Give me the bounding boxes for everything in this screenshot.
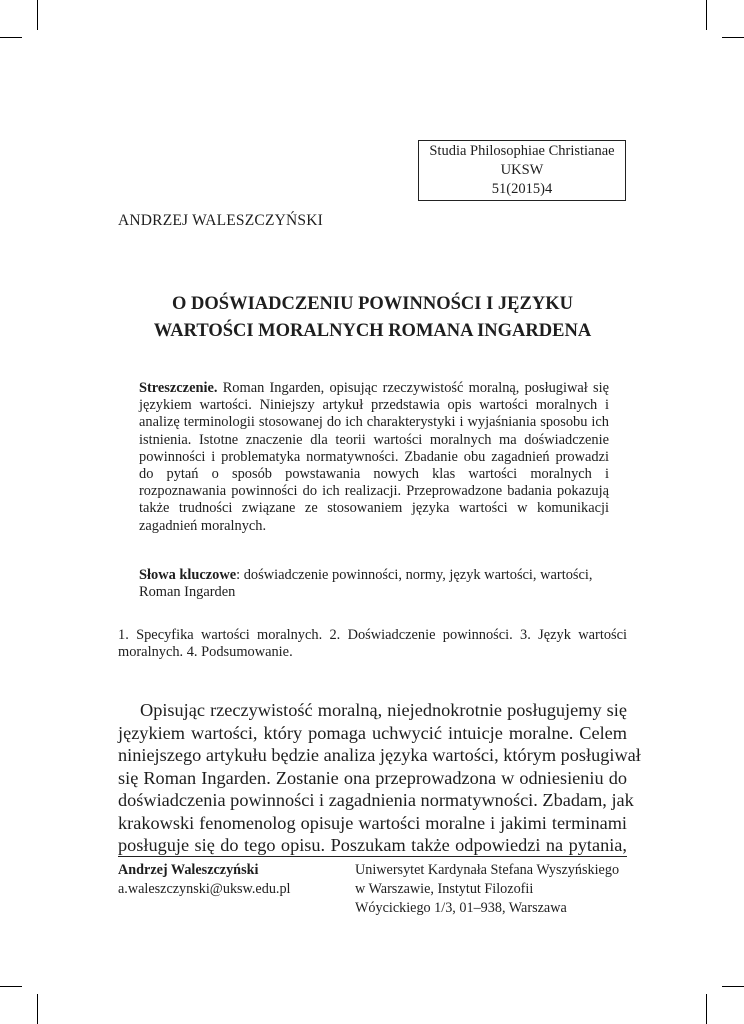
keywords xyxy=(139,567,614,601)
body-line: posługuje się do tego opisu. Poszukam także odpowiedzi na pytania, xyxy=(118,835,627,855)
author-affiliation xyxy=(355,861,619,918)
crop-mark-top-right-vertical xyxy=(706,0,707,30)
author-contact xyxy=(118,861,291,899)
crop-mark-top-right-horizontal xyxy=(722,37,744,38)
journal-publisher: UKSW xyxy=(500,162,544,178)
body-line: krakowski fenomenolog opisuje wartości moralne i jakimi terminami xyxy=(118,812,627,833)
body-line: się Roman Ingarden. Zostanie ona przeprowadzona w odniesieniu do xyxy=(118,767,627,788)
body-line: Opisując rzeczywistość moralną, niejednokrotnie posługujemy się xyxy=(140,700,627,720)
title-line-2: WARTOŚCI MORALNYCH ROMANA INGARDENA xyxy=(153,321,592,341)
table-of-contents: 1. Specyfika wartości moralnych. 2. Doświadczenie powinności. 3. Język wartości moralnych. 4. Podsumowanie. xyxy=(118,627,627,661)
article-title xyxy=(118,291,627,345)
journal-info-box xyxy=(418,140,626,201)
keywords-text: : doświadczenie powinności, normy, język wartości, wartości, Roman Ingarden xyxy=(139,567,593,601)
affiliation-line-1: Uniwersytet Kardynała Stefana Wyszyńskiego xyxy=(355,862,620,878)
body-text xyxy=(118,699,641,857)
affiliation-line-3: Wóycickiego 1/3, 01–938, Warszawa xyxy=(355,900,567,916)
abstract xyxy=(139,380,609,535)
footnote-divider xyxy=(118,856,627,857)
crop-mark-top-left-vertical xyxy=(37,0,38,30)
author-header: ANDRZEJ WALESZCZYŃSKI xyxy=(118,212,323,229)
crop-mark-top-left-horizontal xyxy=(0,37,22,38)
abstract-label: Streszczenie. xyxy=(139,380,218,396)
body-line: doświadczenia powinności i zagadnienia normatywności. Zbadam, jak xyxy=(118,790,634,810)
title-line-1: O DOŚWIADCZENIU POWINNOŚCI I JĘZYKU xyxy=(172,294,573,314)
abstract-text: Roman Ingarden, opisując rzeczywistość moralną, posługiwał się językiem wartości. Niniejszy artykuł przedstawia opis wartości moralnych i analizę terminologii stosowanej do ich charakterystyki i wyjaśniania sposobu ich istnienia. Istotne znaczenie dla teorii wartości moralnych ma doświadczenie powinności i problematyka normatywności. Zbadanie obu zagadnień prowadzi do pytań o sposób powstawania nowych klas wartości moralnych i rozpoznawania powinności do ich realizacji. Przeprowadzone badania pokazują także trudności związane ze stosowaniem języka wartości w komunikacji zagadnień moralnych. xyxy=(139,380,609,534)
crop-mark-bottom-left-vertical xyxy=(37,994,38,1024)
keywords-label: Słowa kluczowe xyxy=(139,567,237,583)
crop-mark-bottom-right-horizontal xyxy=(722,986,744,987)
crop-mark-bottom-right-vertical xyxy=(706,994,707,1024)
body-line: językiem wartości, który pomaga uchwycić intuicje moralne. Celem xyxy=(118,722,627,743)
footer-author-name: Andrzej Waleszczyński xyxy=(118,862,259,878)
crop-mark-bottom-left-horizontal xyxy=(0,986,22,987)
body-line: niniejszego artykułu będzie analiza języka wartości, którym posługiwał xyxy=(118,745,641,765)
journal-name: Studia Philosophiae Christianae xyxy=(429,143,615,159)
affiliation-line-2: w Warszawie, Instytut Filozofii xyxy=(355,881,534,897)
journal-issue: 51(2015)4 xyxy=(491,181,553,197)
footer-email: a.waleszczynski@uksw.edu.pl xyxy=(118,881,291,897)
